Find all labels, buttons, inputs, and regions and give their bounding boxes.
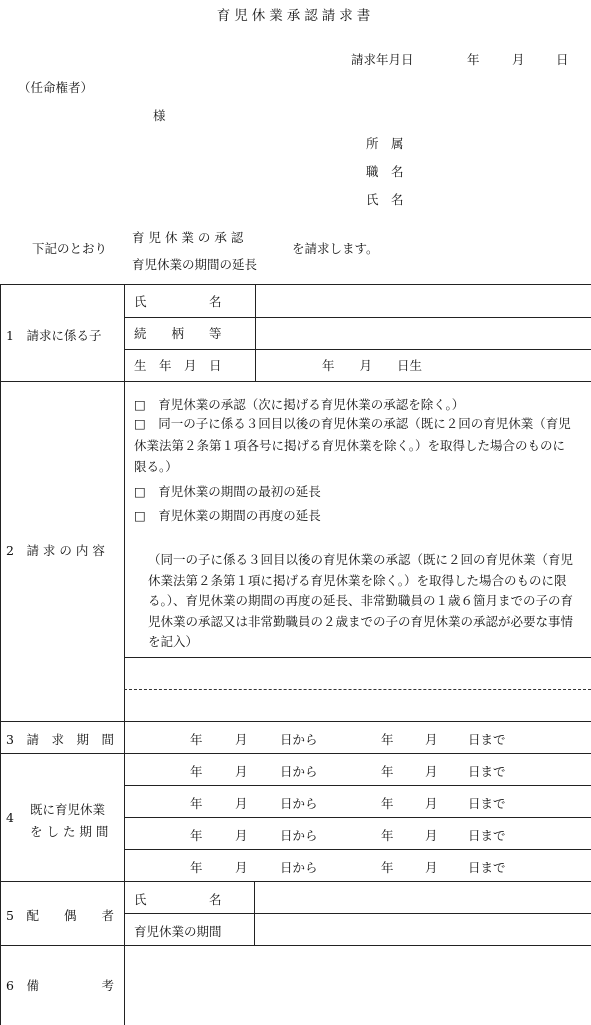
s2-dashed-line [124, 689, 591, 690]
addressee-honorific: 様 [153, 108, 166, 123]
s4-row-line [124, 849, 591, 850]
s1-label: 1 請求に係る子 [6, 328, 102, 343]
period-from-day: 日から [280, 796, 318, 811]
s2-reason-field-2[interactable] [130, 692, 585, 718]
section-line [0, 945, 591, 946]
request-date-month: 月 [512, 52, 525, 67]
s5-row-line [124, 913, 591, 914]
period-from-day: 日から [280, 764, 318, 779]
option-checkbox-third-approval[interactable]: □ 同一の子に係る３回目以後の育児休業の承認（既に２回の育児休業（育児休業法第２条第１項各号に掲げる育児休業を除く。）を取得した場合のものに限る。） [134, 416, 571, 474]
period-to-day: 日まで [468, 860, 506, 875]
period-to-month: 月 [425, 860, 438, 875]
appointer-label: （任命権者） [18, 80, 94, 95]
period-from-day: 日から [280, 828, 318, 843]
s2-label: 2 請 求 の 内 容 [6, 543, 105, 558]
request-date-day: 日 [556, 52, 569, 67]
period-from-day: 日から [280, 732, 318, 747]
period-from-day: 日から [280, 860, 318, 875]
period-from-month: 月 [235, 732, 248, 747]
child-birthdate-value: 年 月 日生 [322, 358, 423, 373]
position-label: 職 名 [366, 164, 404, 179]
child-name-field[interactable] [262, 286, 584, 312]
child-relation-label: 続 柄 等 [134, 326, 222, 341]
request-date-label: 請求年月日 [351, 52, 414, 67]
child-relation-field[interactable] [262, 318, 584, 344]
period-to-month: 月 [425, 764, 438, 779]
period-to-year: 年 [381, 796, 394, 811]
affiliation-label: 所 属 [366, 136, 404, 151]
period-from-month: 月 [235, 860, 248, 875]
period-to-year: 年 [381, 764, 394, 779]
remarks-field[interactable] [130, 950, 585, 1018]
s2-reason-field-1[interactable] [130, 660, 585, 686]
request-date-year: 年 [467, 52, 480, 67]
intro-suffix: を請求します。 [292, 241, 379, 256]
column-divider [124, 285, 125, 1025]
s2-reason-instruction: （同一の子に係る３回目以後の育児休業の承認（既に２回の育児休業（育児休業法第２条第１項に掲げる育児休業を除く。）を取得した場合のものに限る。）、育児休業の期間の再度の延長、非常勤職員の１歳６箇月までの子の育児休業の承認又は非常勤職員の２歳までの子の育児休業の承認が必要な事情を記入） [148, 552, 574, 649]
option-approval: 育 児 休 業 の 承 認 [132, 230, 244, 245]
period-from-month: 月 [235, 828, 248, 843]
child-name-label: 氏 名 [134, 294, 222, 309]
period-to-day: 日まで [468, 764, 506, 779]
period-from-year: 年 [190, 732, 203, 747]
left-border [0, 285, 1, 1025]
section-line [0, 721, 591, 722]
section-line [0, 753, 591, 754]
option-checkbox-second-extension[interactable]: □ 育児休業の期間の再度の延長 [134, 508, 321, 523]
section-line [0, 881, 591, 882]
intro-prefix: 下記のとおり [32, 241, 108, 256]
period-from-year: 年 [190, 828, 203, 843]
child-birthdate-label: 生 年 月 日 [134, 358, 222, 373]
period-to-day: 日まで [468, 796, 506, 811]
s4-number: 4 [6, 810, 14, 825]
period-to-year: 年 [381, 860, 394, 875]
s4-row-line [124, 785, 591, 786]
period-from-month: 月 [235, 796, 248, 811]
period-from-year: 年 [190, 764, 203, 779]
period-to-day: 日まで [468, 828, 506, 843]
s4-row-line [124, 817, 591, 818]
form-title: 育児休業承認請求書 [216, 8, 375, 24]
s1-subdivider [255, 285, 256, 381]
s4-label-line1: 既に育児休業 [30, 802, 106, 817]
option-checkbox-approval[interactable]: □ 育児休業の承認（次に掲げる育児休業の承認を除く。） [134, 397, 465, 412]
period-to-month: 月 [425, 796, 438, 811]
period-to-day: 日まで [468, 732, 506, 747]
spouse-leave-period-label: 育児休業の期間 [134, 924, 222, 939]
applicant-name-label: 氏 名 [366, 192, 404, 207]
period-from-year: 年 [190, 860, 203, 875]
period-to-year: 年 [381, 828, 394, 843]
option-checkbox-first-extension[interactable]: □ 育児休業の期間の最初の延長 [134, 484, 321, 499]
s3-label: 3 請 求 期 間 [6, 732, 114, 747]
section-line [0, 381, 591, 382]
spouse-name-field[interactable] [260, 884, 584, 910]
spouse-name-label: 氏 名 [134, 892, 222, 907]
period-to-year: 年 [381, 732, 394, 747]
period-to-month: 月 [425, 732, 438, 747]
option-extension: 育児休業の期間の延長 [132, 257, 258, 272]
s5-label: 5 配 偶 者 [6, 908, 114, 923]
s6-label: 6 備 考 [6, 978, 114, 993]
s2-row-line [124, 657, 591, 658]
period-to-month: 月 [425, 828, 438, 843]
s1-row-line [124, 349, 591, 350]
spouse-leave-period-field[interactable] [260, 916, 584, 942]
s4-label-line2: を し た 期 間 [30, 824, 109, 839]
period-from-month: 月 [235, 764, 248, 779]
period-from-year: 年 [190, 796, 203, 811]
